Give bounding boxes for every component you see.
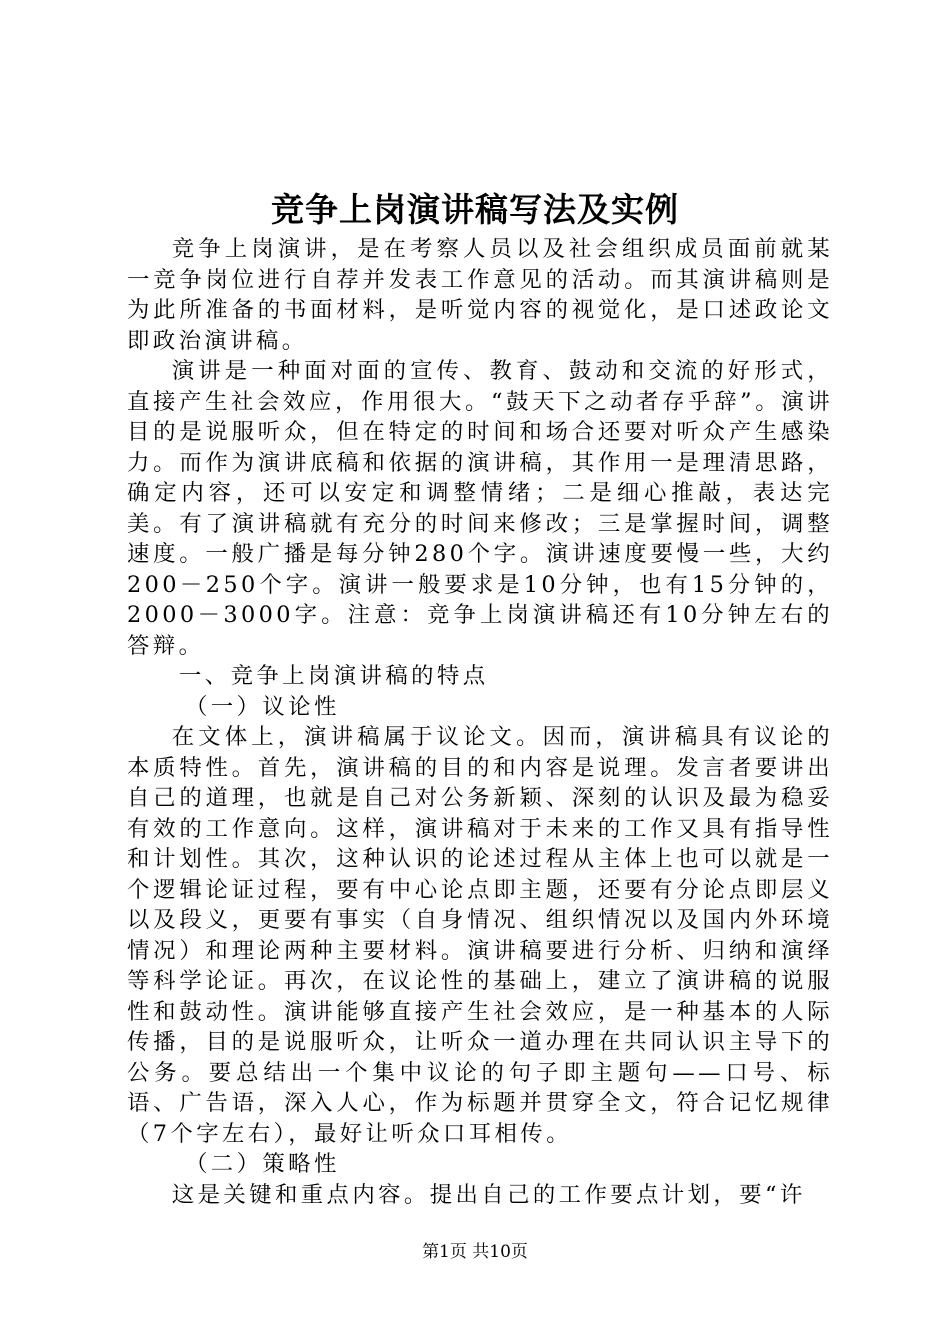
document-title: 竞争上岗演讲稿写法及实例 [271,190,679,229]
section-heading: 一、竞争上岗演讲稿的特点 [179,663,489,689]
strategic-paragraph: 这是关键和重点内容。提出自己的工作要点计划，要“许 [171,1181,806,1208]
speech-purpose-paragraph: 演讲是一种面对面的宣传、教育、鼓动和交流的好形式，直接产生社会效应，作用很大。“鼓天下之动者存乎辞”。演讲目的是说服听众，但在特定的时间和场合还要对听众产生感染力。而作为演讲底稿和依据的演讲稿，其作用一是理清思路，确定内容，还可以安定和调整情绪；二是细心推敲，表达完美。有了演讲稿就有充分的时间来修改；三是掌握时间，调整速度。一般广播是每分钟280个字。演讲速度要慢一些，大约200－250个字。演讲一般要求是10分钟，也有15分钟的，2000－3000字。注意：竞争上岗演讲稿还有10分钟左右的答辩。 [127,358,833,659]
intro-paragraph: 竞争上岗演讲，是在考察人员以及社会组织成员面前就某一竞争岗位进行自荐并发表工作意见的活动。而其演讲稿则是为此所准备的书面材料，是听觉内容的视觉化，是口述政论文即政治演讲稿。 [127,236,833,354]
subsection-heading-argumentative: （一）议论性 [185,693,340,720]
subsection-heading-strategic: （二）策略性 [185,1151,340,1177]
page-footer: 第1页 共10页 [422,1242,528,1262]
document-body [127,234,833,1210]
argumentative-paragraph: 在文体上，演讲稿属于议论文。因而，演讲稿具有议论的本质特性。首先，演讲稿的目的和内容是说理。发言者要讲出自己的道理，也就是自己对公务新颖、深刻的认识及最为稳妥有效的工作意向。这样，演讲稿对于未来的工作又具有指导性和计划性。其次，这种认识的论述过程从主体上也可以就是一个逻辑论证过程，要有中心论点即主题，还要有分论点即层义以及段义，更要有事实（自身情况、组织情况以及国内外环境情况）和理论两种主要材料。演讲稿要进行分析、归纳和演绎等科学论证。再次，在议论性的基础上，建立了演讲稿的说服性和鼓动性。演讲能够直接产生社会效应，是一种基本的人际传播，目的是说服听众，让听众一道办理在共同认识主导下的公务。要总结出一个集中议论的句子即主题句——口号、标语、广告语，深入人心，作为标题并贯穿全文，符合记忆规律（7个字左右），最好让听众口耳相传。 [127,724,833,1147]
